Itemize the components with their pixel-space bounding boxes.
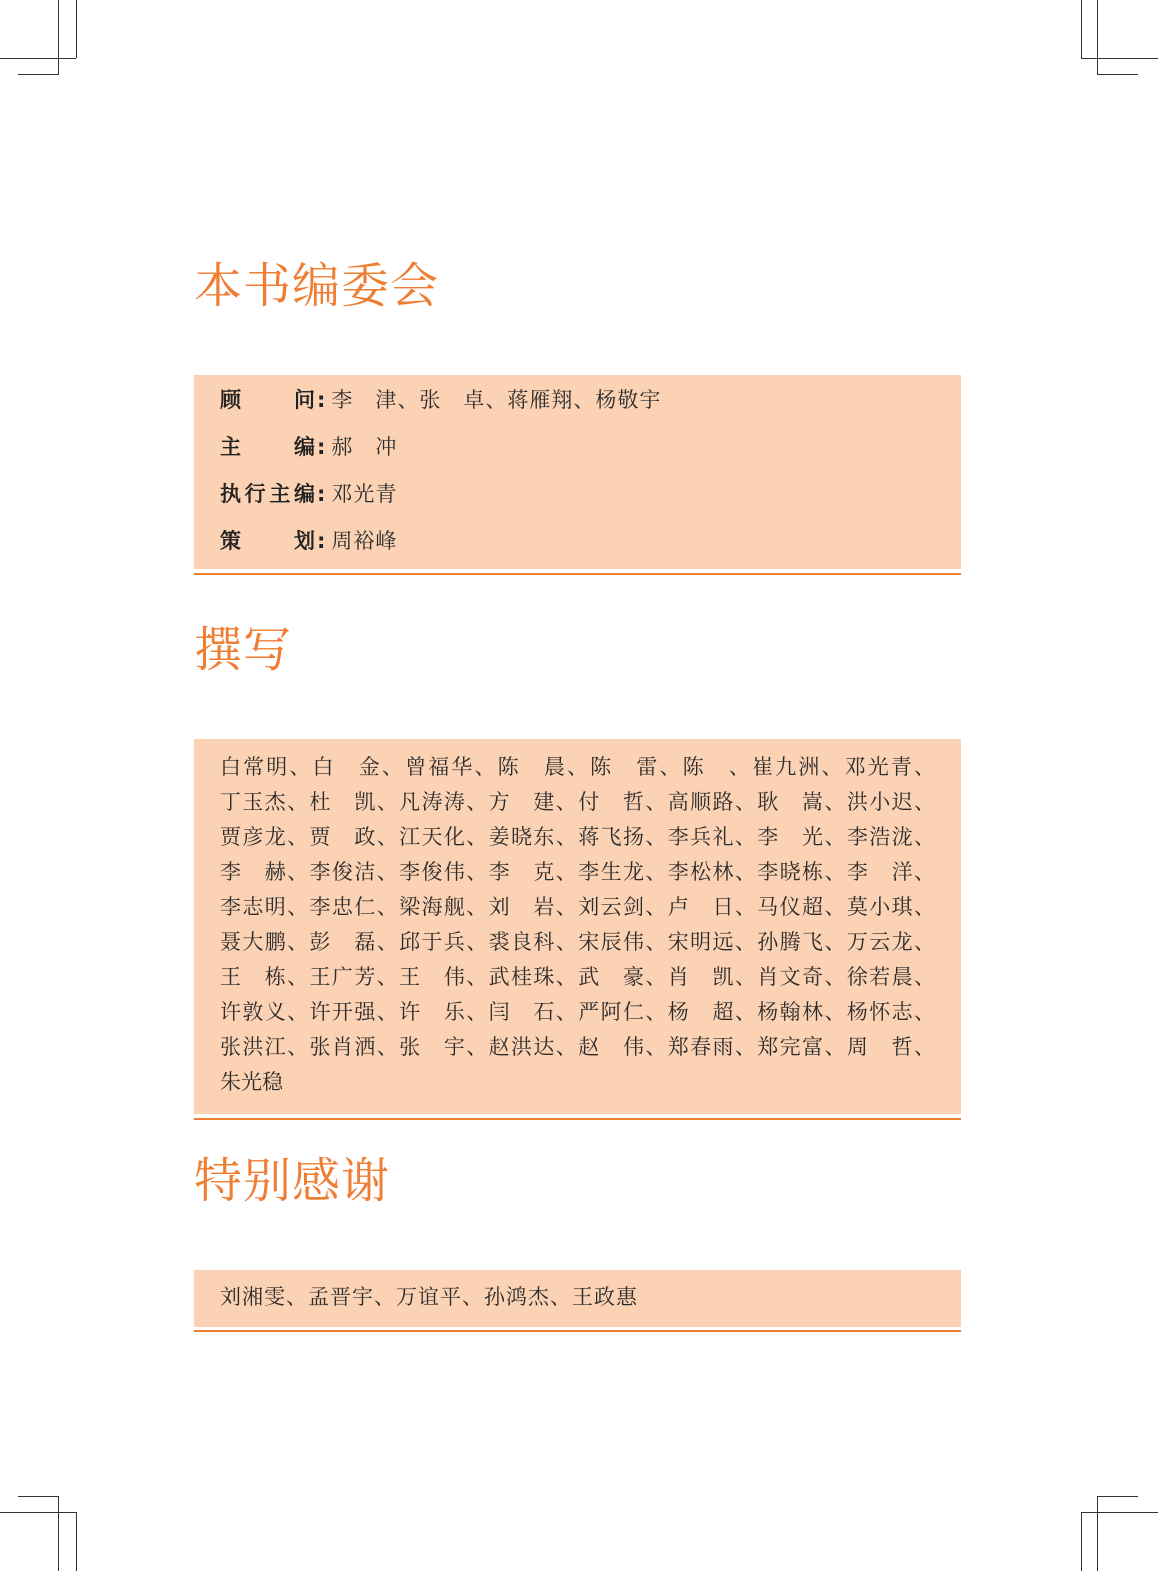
thanks-heading: 特别感谢 (194, 1153, 391, 1209)
credit-row-advisor (220, 383, 661, 417)
thanks-names: 刘湘雯、孟晋宇、万谊平、孙鸿杰、王政惠 (220, 1285, 638, 1309)
writers-line: 许敦义、许开强、许 乐、闫 石、严阿仁、杨 超、杨翰林、杨怀志、 (220, 1000, 935, 1024)
credit-colon: : (317, 482, 326, 506)
writing-heading: 撰写 (194, 622, 293, 678)
crop-mark-top-right-h (1081, 58, 1158, 59)
writing-rule (194, 1118, 961, 1120)
crop-mark-bottom-right-h (1097, 1496, 1138, 1497)
credit-label-planning: 策划 (220, 529, 315, 553)
credit-label-executive-editor: 执行主编 (220, 482, 315, 506)
credit-value-planning: 周裕峰 (331, 529, 398, 553)
credit-value-editor: 郝 冲 (331, 435, 398, 459)
credit-label-editor: 主编 (220, 435, 315, 459)
writers-line: 聂大鹏、彭 磊、邱于兵、裘良科、宋辰伟、宋明远、孙腾飞、万云龙、 (220, 930, 935, 954)
crop-mark-bottom-left-h2 (0, 1512, 76, 1513)
crop-mark-top-left-v (58, 0, 59, 74)
writers-line: 张洪江、张肖洒、张 宇、赵洪达、赵 伟、郑春雨、郑完富、周 哲、 (220, 1035, 935, 1059)
credit-row-executive-editor (220, 477, 397, 511)
writers-line: 朱光稳 (220, 1070, 283, 1094)
credit-value-advisor: 李 津、张 卓、蒋雁翔、杨敬宇 (331, 388, 662, 412)
credit-row-planning (220, 524, 397, 558)
crop-mark-top-right-v (1081, 0, 1082, 58)
writers-line: 白常明、白 金、曾福华、陈 晨、陈 雷、陈 、崔九洲、邓光青、 (220, 755, 935, 779)
credit-value-executive-editor: 邓光青 (331, 482, 398, 506)
crop-mark-top-left-v2 (76, 0, 77, 58)
crop-mark-top-left-h (0, 58, 76, 59)
crop-mark-top-left-h2 (18, 74, 59, 75)
writers-line: 李 赫、李俊洁、李俊伟、李 克、李生龙、李松林、李晓栋、李 洋、 (220, 860, 935, 884)
crop-mark-bottom-left-h (18, 1496, 59, 1497)
crop-mark-bottom-left-v2 (76, 1512, 77, 1571)
writers-list (220, 750, 935, 1100)
committee-heading: 本书编委会 (194, 258, 440, 314)
crop-mark-top-right-h2 (1097, 74, 1138, 75)
credit-colon: : (317, 529, 326, 553)
credit-label-advisor: 顾问 (220, 388, 315, 412)
crop-mark-bottom-right-h2 (1081, 1512, 1158, 1513)
credit-colon: : (317, 388, 326, 412)
writers-line: 丁玉杰、杜 凯、凡涛涛、方 建、付 哲、高顺路、耿 嵩、洪小迟、 (220, 790, 935, 814)
crop-mark-bottom-right-v (1097, 1496, 1098, 1571)
writers-line: 王 栋、王广芳、王 伟、武桂珠、武 豪、肖 凯、肖文奇、徐若晨、 (220, 965, 935, 989)
credit-row-editor (220, 430, 397, 464)
credit-colon: : (317, 435, 326, 459)
crop-mark-bottom-right-v2 (1081, 1512, 1082, 1571)
committee-rule (194, 573, 961, 575)
crop-mark-bottom-left-v (58, 1496, 59, 1571)
writers-line: 贾彦龙、贾 政、江天化、姜晓东、蒋飞扬、李兵礼、李 光、李浩泷、 (220, 825, 935, 849)
thanks-rule (194, 1330, 961, 1332)
crop-mark-top-right-v2 (1097, 0, 1098, 75)
writers-line: 李志明、李忠仁、梁海舰、刘 岩、刘云剑、卢 日、马仪超、莫小琪、 (220, 895, 935, 919)
